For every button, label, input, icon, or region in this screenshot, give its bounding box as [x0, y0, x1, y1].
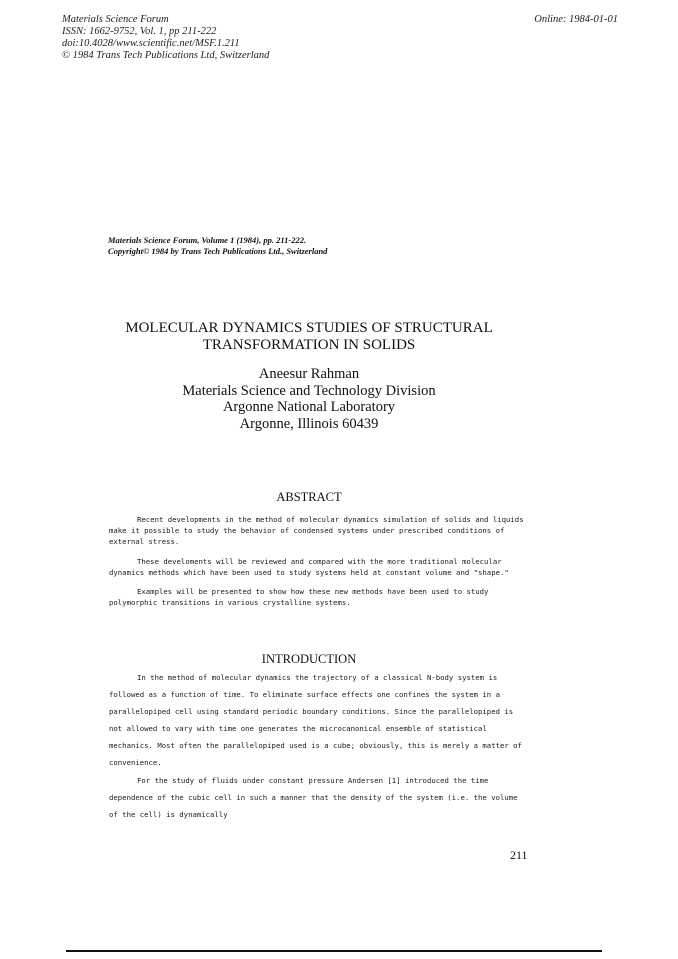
- copyright-line: © 1984 Trans Tech Publications Ltd, Switzerland: [62, 50, 270, 61]
- abstract-paragraph: Recent developments in the method of molecular dynamics simulation of solids and liquids make it possible to study the behavior of condensed systems under prescribed conditions of external stress.: [109, 515, 524, 547]
- citation-block: [108, 235, 327, 257]
- abstract-heading-text: ABSTRACT: [276, 490, 342, 504]
- journal-name: Materials Science Forum: [62, 14, 169, 25]
- introduction-paragraph: For the study of fluids under constant pressure Andersen [1] introduced the time dependence of the cubic cell in such a manner that the density of the system (i.e. the volume of the cell) is dynamically: [109, 775, 518, 819]
- doi-line: doi:10.4028/www.scientific.net/MSF.1.211: [62, 38, 240, 49]
- page-number: 211: [510, 848, 528, 862]
- citation-line-1: Materials Science Forum, Volume 1 (1984), pp. 211-222.: [108, 235, 307, 245]
- author-division: Materials Science and Technology Division: [182, 382, 436, 399]
- author-name: Aneesur Rahman: [258, 366, 360, 382]
- abstract-heading: [0, 490, 678, 505]
- title-line-1: MOLECULAR DYNAMICS STUDIES OF STRUCTURAL: [125, 320, 493, 336]
- footer-rule: [66, 950, 602, 952]
- author-block: [0, 366, 678, 432]
- introduction-heading-text: INTRODUCTION: [261, 652, 357, 666]
- title-line-2: TRANSFORMATION IN SOLIDS: [202, 337, 416, 353]
- author-location: Argonne, Illinois 60439: [239, 415, 379, 432]
- introduction-heading: [0, 652, 678, 667]
- introduction-body: [109, 669, 529, 823]
- online-date: Online: 1984-01-01: [534, 14, 618, 25]
- abstract-paragraph: These develoments will be reviewed and compared with the more traditional molecular dynamics methods which have been used to study systems held at constant volume and "shape.": [109, 556, 509, 577]
- journal-header: [62, 14, 269, 62]
- abstract-body: [109, 514, 529, 616]
- author-lab: Argonne National Laboratory: [222, 399, 396, 415]
- introduction-paragraph: In the method of molecular dynamics the trajectory of a classical N-body system is followed as a function of time. To eliminate surface effects one confines the system in a parallelopiped cell using standard periodic boundary conditions. Since the parallelopiped is not allowed to vary with time one generates the microcanonical ensemble of statistical mechanics. Most often the parallelopiped used is a cube; obviously, this is merely a matter of convenience.: [109, 673, 522, 768]
- issn-line: ISSN: 1662-9752, Vol. 1, pp 211-222: [62, 26, 217, 37]
- citation-line-2: Copyright© 1984 by Trans Tech Publications Ltd., Switzerland: [108, 246, 328, 256]
- abstract-paragraph: Examples will be presented to show how these new methods have been used to study polymorphic transitions in various crystalline systems.: [109, 587, 489, 608]
- paper-title: [0, 320, 678, 354]
